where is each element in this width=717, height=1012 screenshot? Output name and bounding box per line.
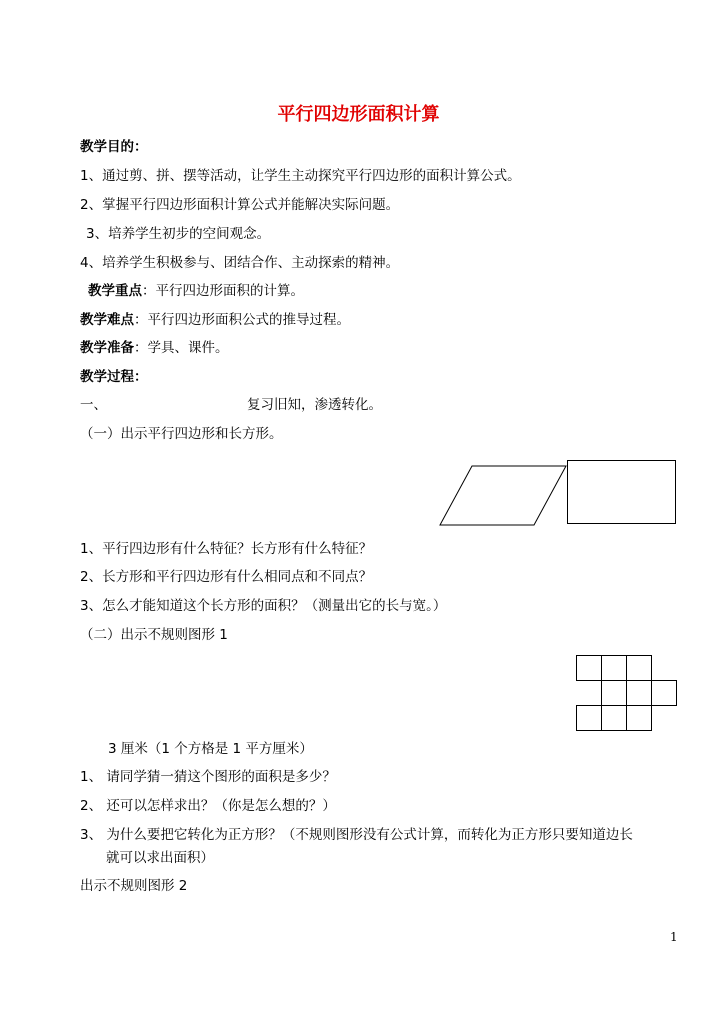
grid-cell xyxy=(602,656,627,681)
key-point-text: ：平行四边形面积的计算。 xyxy=(142,283,304,299)
grid-cell xyxy=(652,681,677,706)
goal-item: 2、掌握平行四边形面积计算公式并能解决实际问题。 xyxy=(80,197,400,213)
section1-title: 复习旧知，渗透转化。 xyxy=(247,397,382,413)
question-continuation: 就可以求出面积） xyxy=(106,850,214,866)
grid-cell xyxy=(627,681,652,706)
key-point-label: 教学重点 xyxy=(88,283,142,299)
process-heading: 教学过程： xyxy=(80,369,148,385)
difficult-point-label: 教学难点 xyxy=(80,312,134,328)
grid-cell xyxy=(602,681,627,706)
grid-cell xyxy=(577,706,602,731)
grid-cell xyxy=(602,706,627,731)
goal-item: 3、培养学生初步的空间观念。 xyxy=(86,226,271,242)
subsection-2: （二）出示不规则图形 1 xyxy=(80,627,228,643)
subsection-1: （一）出示平行四边形和长方形。 xyxy=(80,426,283,442)
question-item: 1、平行四边形有什么特征？长方形有什么特征？ xyxy=(80,541,373,557)
subsection-3: 出示不规则图形 2 xyxy=(80,878,188,894)
page-number: 1 xyxy=(670,930,678,944)
question-item: 3、怎么才能知道这个长方形的面积？（测量出它的长与宽。） xyxy=(80,598,447,614)
grid-cell xyxy=(577,656,602,681)
preparation-label: 教学准备 xyxy=(80,340,134,356)
question-item: 1、 请同学猜一猜这个图形的面积是多少？ xyxy=(80,769,336,785)
grid-cell xyxy=(627,706,652,731)
question-item: 2、长方形和平行四边形有什么相同点和不同点？ xyxy=(80,569,373,585)
goal-item: 1、通过剪、拼、摆等活动，让学生主动探究平行四边形的面积计算公式。 xyxy=(80,168,521,184)
goal-item: 4、培养学生积极参与、团结合作、主动探索的精神。 xyxy=(80,255,400,271)
page-title: 平行四边形面积计算 xyxy=(277,104,440,125)
question-item: 3、 为什么要把它转化为正方形？（不规则图形没有公式计算，而转化为正方形只要知道边长 xyxy=(80,827,633,843)
preparation-text: ：学具、课件。 xyxy=(134,340,229,356)
figure-caption: 3 厘米（1 个方格是 1 平方厘米） xyxy=(108,741,313,757)
difficult-point-text: ：平行四边形面积公式的推导过程。 xyxy=(134,312,350,328)
grid-cell xyxy=(627,656,652,681)
section1-number: 一、 xyxy=(80,397,107,413)
question-item: 2、 还可以怎样求出？（你是怎么想的？） xyxy=(80,798,336,814)
goals-heading: 教学目的： xyxy=(80,139,148,155)
